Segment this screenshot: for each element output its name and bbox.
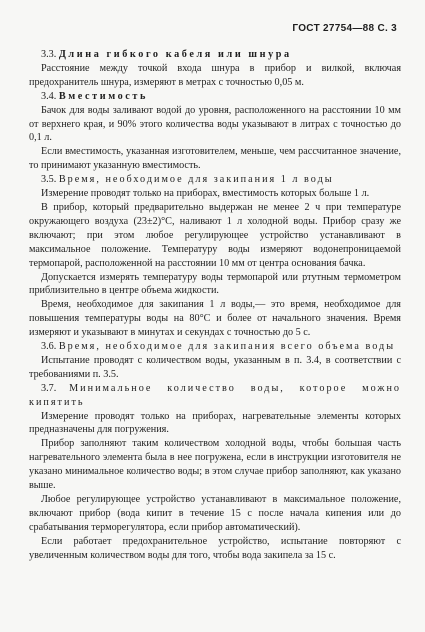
section-title: Время, необходимое для закипания 1 л воды bbox=[58, 174, 334, 186]
paragraph: Время, необходимое для закипания 1 л воды,— это время, необходимое для повышения температуры воды на 80°C и более от начального значения. Время измеряют и указывают в минутах и секундах с точностью до 5 с. bbox=[29, 299, 401, 339]
section-3-6-heading bbox=[29, 340, 401, 354]
section-number: 3.3. bbox=[41, 49, 57, 60]
section-title: Длина гибкого кабеля или шнура bbox=[58, 49, 292, 60]
paragraph: Измерение проводят только на приборах, нагревательные элементы которых предназначены для погружения. bbox=[29, 410, 401, 436]
paragraph: Испытание проводят с количеством воды, указанным в п. 3.4, в соответствии с требованиями п. 3.5. bbox=[29, 354, 401, 380]
section-3-7-heading bbox=[29, 382, 401, 410]
paragraph: Если вместимость, указанная изготовителем, меньше, чем рассчитанное значение, то принимают указанную вместимость. bbox=[29, 146, 401, 172]
section-3-3-heading bbox=[29, 48, 401, 62]
paragraph: Прибор заполняют таким количеством холодной воды, чтобы большая часть нагревательного элемента была в нее погружена, если в инструкции изготовителя не указано минимальное количество воды; в этом случае прибор заполняют, как указано выше. bbox=[29, 438, 401, 492]
section-number: 3.4. bbox=[41, 90, 57, 102]
paragraph: Бачок для воды заливают водой до уровня, расположенного на расстоянии 10 мм от верхнего края, и 90% этого количества воды указывают в литрах с точностью до 0,1 л. bbox=[29, 104, 401, 144]
paragraph: Расстояние между точкой входа шнура в прибор и вилкой, включая предохранитель шнура, измеряют в метрах с точностью 0,05 м. bbox=[29, 62, 401, 88]
section-3-5-heading bbox=[29, 173, 401, 187]
section-number: 3.5. bbox=[41, 174, 57, 186]
section-title: Вместимость bbox=[58, 90, 149, 102]
section-title: Время, необходимое для закипания всего объема воды bbox=[58, 341, 396, 353]
paragraph: Допускается измерять температуру воды термопарой или ртутным термометром приблизительно в центре объема жидкости. bbox=[29, 271, 401, 297]
document-body bbox=[29, 48, 401, 563]
section-number: 3.7. bbox=[41, 382, 57, 394]
section-title: Минимальное количество воды, которое можно кипятить bbox=[29, 382, 401, 408]
section-number: 3.6. bbox=[41, 341, 57, 353]
page-header: ГОСТ 27754—88 С. 3 bbox=[292, 23, 397, 34]
paragraph: Измерение проводят только на приборах, вместимость которых больше 1 л. bbox=[41, 188, 370, 200]
paragraph: Любое регулирующее устройство устанавливают в максимальное положение, включают прибор (вода кипит в течение 15 с после начала кипения или до срабатывания терморегулятора, если прибор автоматический). bbox=[29, 494, 401, 533]
paragraph: В прибор, который предварительно выдержан не менее 2 ч при температуре окружающего воздуха (23±2)°C, наливают 1 л холодной воды. Прибор сразу же включают; при этом любое регулирующее устройство устанавливают в максимальное положение. Температуру воды измеряют водонепроницаемой термопарой, расположенной на расстоянии 10 мм от центра основания бачка. bbox=[29, 201, 401, 269]
section-3-4-heading bbox=[29, 90, 401, 104]
paragraph: Если работает предохранительное устройство, испытание повторяют с увеличенным количеством воды для того, чтобы вода закипела за 15 с. bbox=[29, 535, 401, 561]
